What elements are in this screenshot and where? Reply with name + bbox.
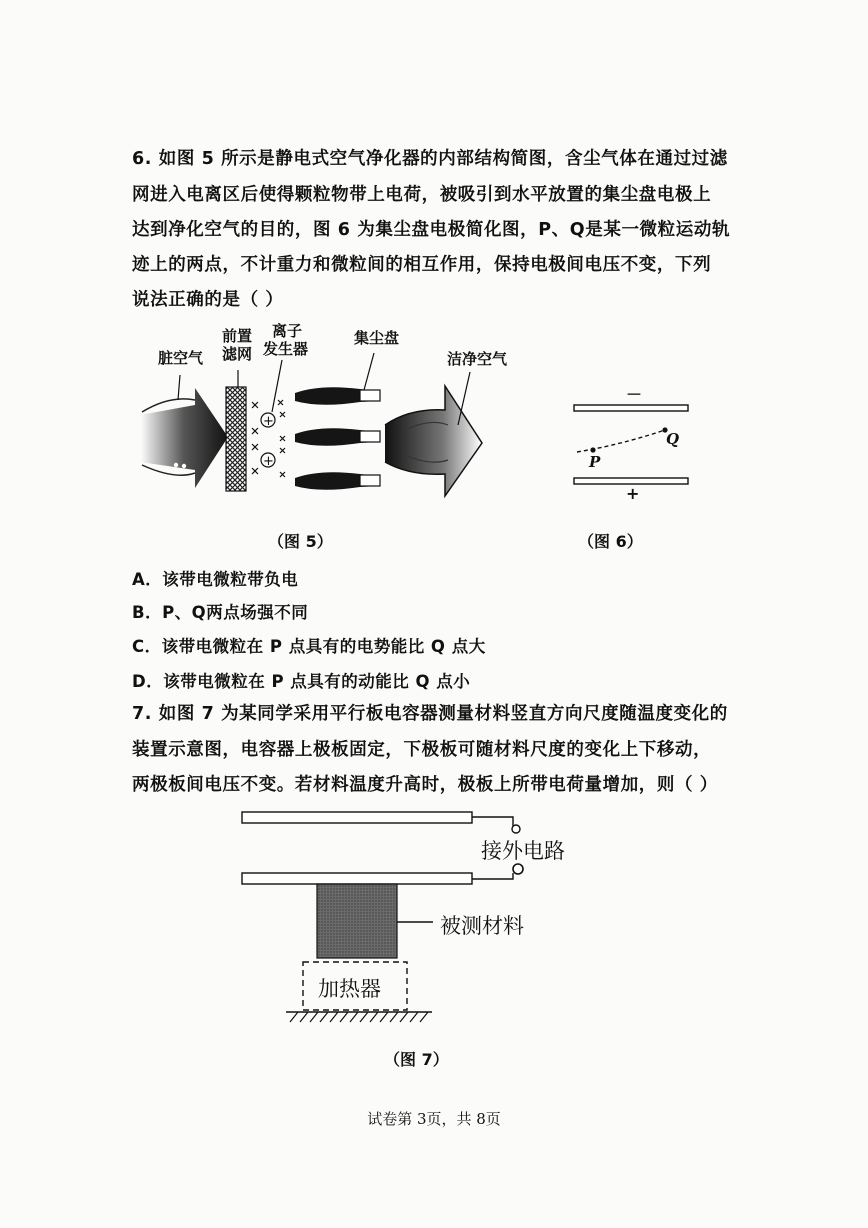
q6-line-2: 网进入电离区后使得颗粒物带上电荷，被吸引到水平放置的集尘盘电极上 (132, 185, 712, 205)
q6-line-1: 6. 如图 5 所示是静电式空气净化器的内部结构简图，含尘气体在通过过滤 (132, 149, 728, 169)
fig6-point-q: Q (666, 430, 680, 448)
option-a: A．该带电微粒带负电 (132, 570, 299, 589)
label-external-circuit: 接外电路 (481, 839, 565, 863)
label-prefilter-1: 前置 (222, 327, 253, 345)
svg-text:+: + (263, 454, 274, 469)
svg-text:+: + (263, 414, 274, 429)
collector-plates (295, 387, 380, 490)
label-ion-1: 离子 (272, 322, 303, 340)
q6-line-3: 达到净化空气的目的，图 6 为集尘盘电极简化图，P、Q是某一微粒运动轨 (132, 220, 731, 240)
leader-collector (364, 353, 374, 390)
point-p-dot (590, 447, 595, 452)
label-collector: 集尘盘 (354, 329, 400, 347)
clean-air-arrow (385, 386, 482, 496)
option-c: C．该带电微粒在 P 点具有的电势能比 Q 点大 (132, 637, 486, 656)
label-material: 被测材料 (440, 914, 524, 938)
ion-generator (252, 400, 285, 477)
fig6-caption: （图 6） (578, 532, 643, 551)
q7-line-3: 两极板间电压不变。若材料温度升高时，极板上所带电荷量增加，则（ ） (132, 775, 718, 795)
q6-line-4: 迹上的两点，不计重力和微粒间的相互作用，保持电极间电压不变，下列 (132, 255, 712, 275)
page-footer: 试卷第 3页，共 8页 (367, 1110, 501, 1128)
label-heater: 加热器 (318, 977, 381, 1001)
leader-dirty-air (178, 375, 180, 400)
option-d: D．该带电微粒在 P 点具有的动能比 Q 点小 (132, 672, 471, 691)
option-b: B．P、Q两点场强不同 (132, 603, 309, 622)
leader-ion (272, 360, 282, 412)
fig7-caption: （图 7） (384, 1050, 449, 1069)
fig6-top-sign: － (626, 385, 643, 404)
trajectory-path (577, 430, 665, 452)
fig6-point-p: P (589, 453, 601, 471)
fig5-caption: （图 5） (268, 532, 333, 551)
prefilter-mesh (226, 387, 246, 491)
fig6-bottom-sign: + (626, 484, 640, 503)
q6-line-5: 说法正确的是（ ） (132, 290, 284, 310)
label-clean-air: 洁净空气 (447, 350, 508, 368)
dirty-air-arrow (140, 388, 228, 488)
label-dirty-air: 脏空气 (158, 349, 204, 367)
label-prefilter-2: 滤网 (222, 345, 253, 363)
q7-line-2: 装置示意图，电容器上极板固定，下极板可随材料尺度的变化上下移动， (132, 740, 712, 760)
label-ion-2: 发生器 (263, 340, 309, 358)
q7-line-1: 7. 如图 7 为某同学采用平行板电容器测量材料竖直方向尺度随温度变化的 (132, 704, 728, 724)
